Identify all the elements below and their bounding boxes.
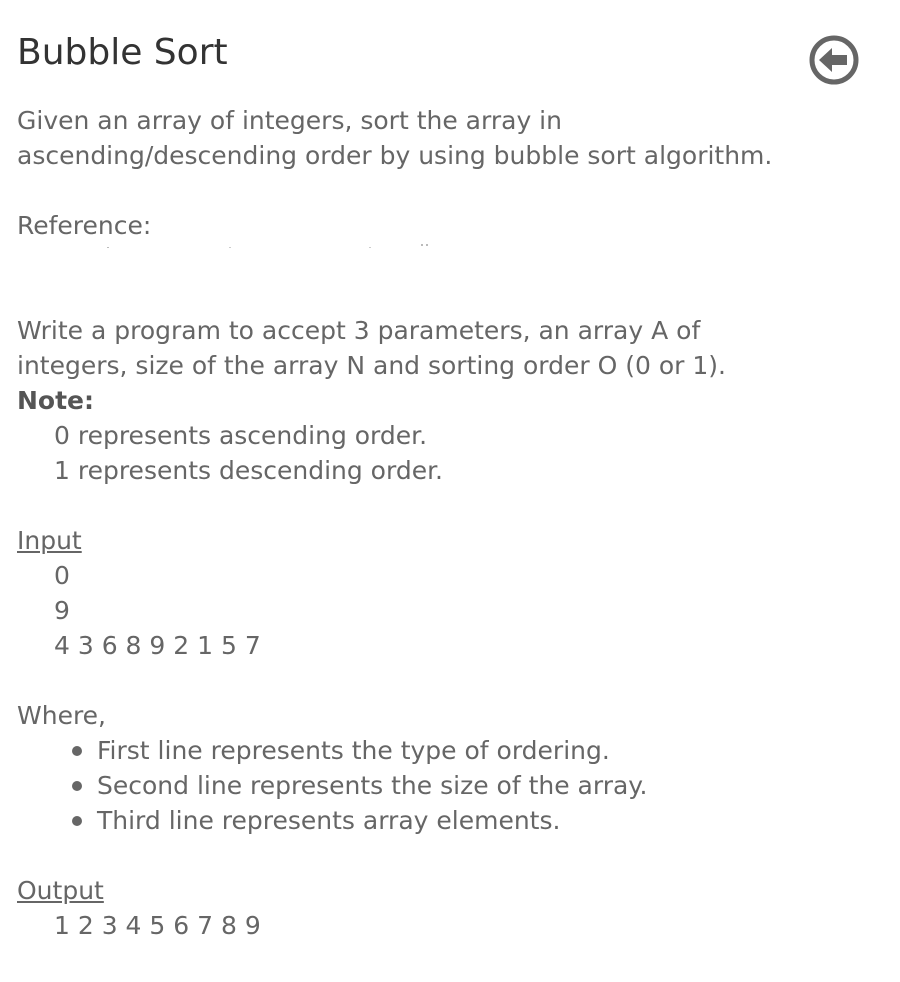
back-arrow-circle-icon (808, 34, 860, 86)
input-line: 9 (54, 596, 70, 625)
bullet-icon (72, 816, 82, 826)
intro-line-2: ascending/descending order by using bubble sort algorithm. (17, 141, 773, 170)
problem-description (17, 103, 877, 943)
program-line-2: integers, size of the array N and sorting order O (0 or 1). (17, 351, 726, 380)
reference-link[interactable] (17, 243, 877, 278)
list-item (17, 768, 877, 803)
reference-label: Reference: (17, 211, 152, 240)
page-title: Bubble Sort (17, 32, 228, 73)
input-line: 0 (54, 561, 70, 590)
intro-line-1: Given an array of integers, sort the array in (17, 106, 562, 135)
where-bullet-list (17, 733, 877, 838)
input-heading: Input (17, 526, 82, 555)
note-item: 1 represents descending order. (54, 456, 444, 485)
note-label: Note: (17, 386, 95, 415)
input-line: 4 3 6 8 9 2 1 5 7 (54, 631, 261, 660)
output-line: 1 2 3 4 5 6 7 8 9 (54, 911, 261, 940)
program-line-1: Write a program to accept 3 parameters, an array A of (17, 316, 701, 345)
list-item-text: Second line represents the size of the array. (97, 771, 648, 800)
list-item (17, 803, 877, 838)
back-button[interactable] (808, 34, 860, 86)
bullet-icon (72, 781, 82, 791)
bullet-icon (72, 746, 82, 756)
list-item-text: First line represents the type of ordering. (97, 736, 610, 765)
list-item-text: Third line represents array elements. (97, 806, 561, 835)
output-heading: Output (17, 876, 104, 905)
list-item (17, 733, 877, 768)
reference-link-remnant (107, 243, 437, 249)
where-label: Where, (17, 701, 107, 730)
note-item: 0 represents ascending order. (54, 421, 428, 450)
